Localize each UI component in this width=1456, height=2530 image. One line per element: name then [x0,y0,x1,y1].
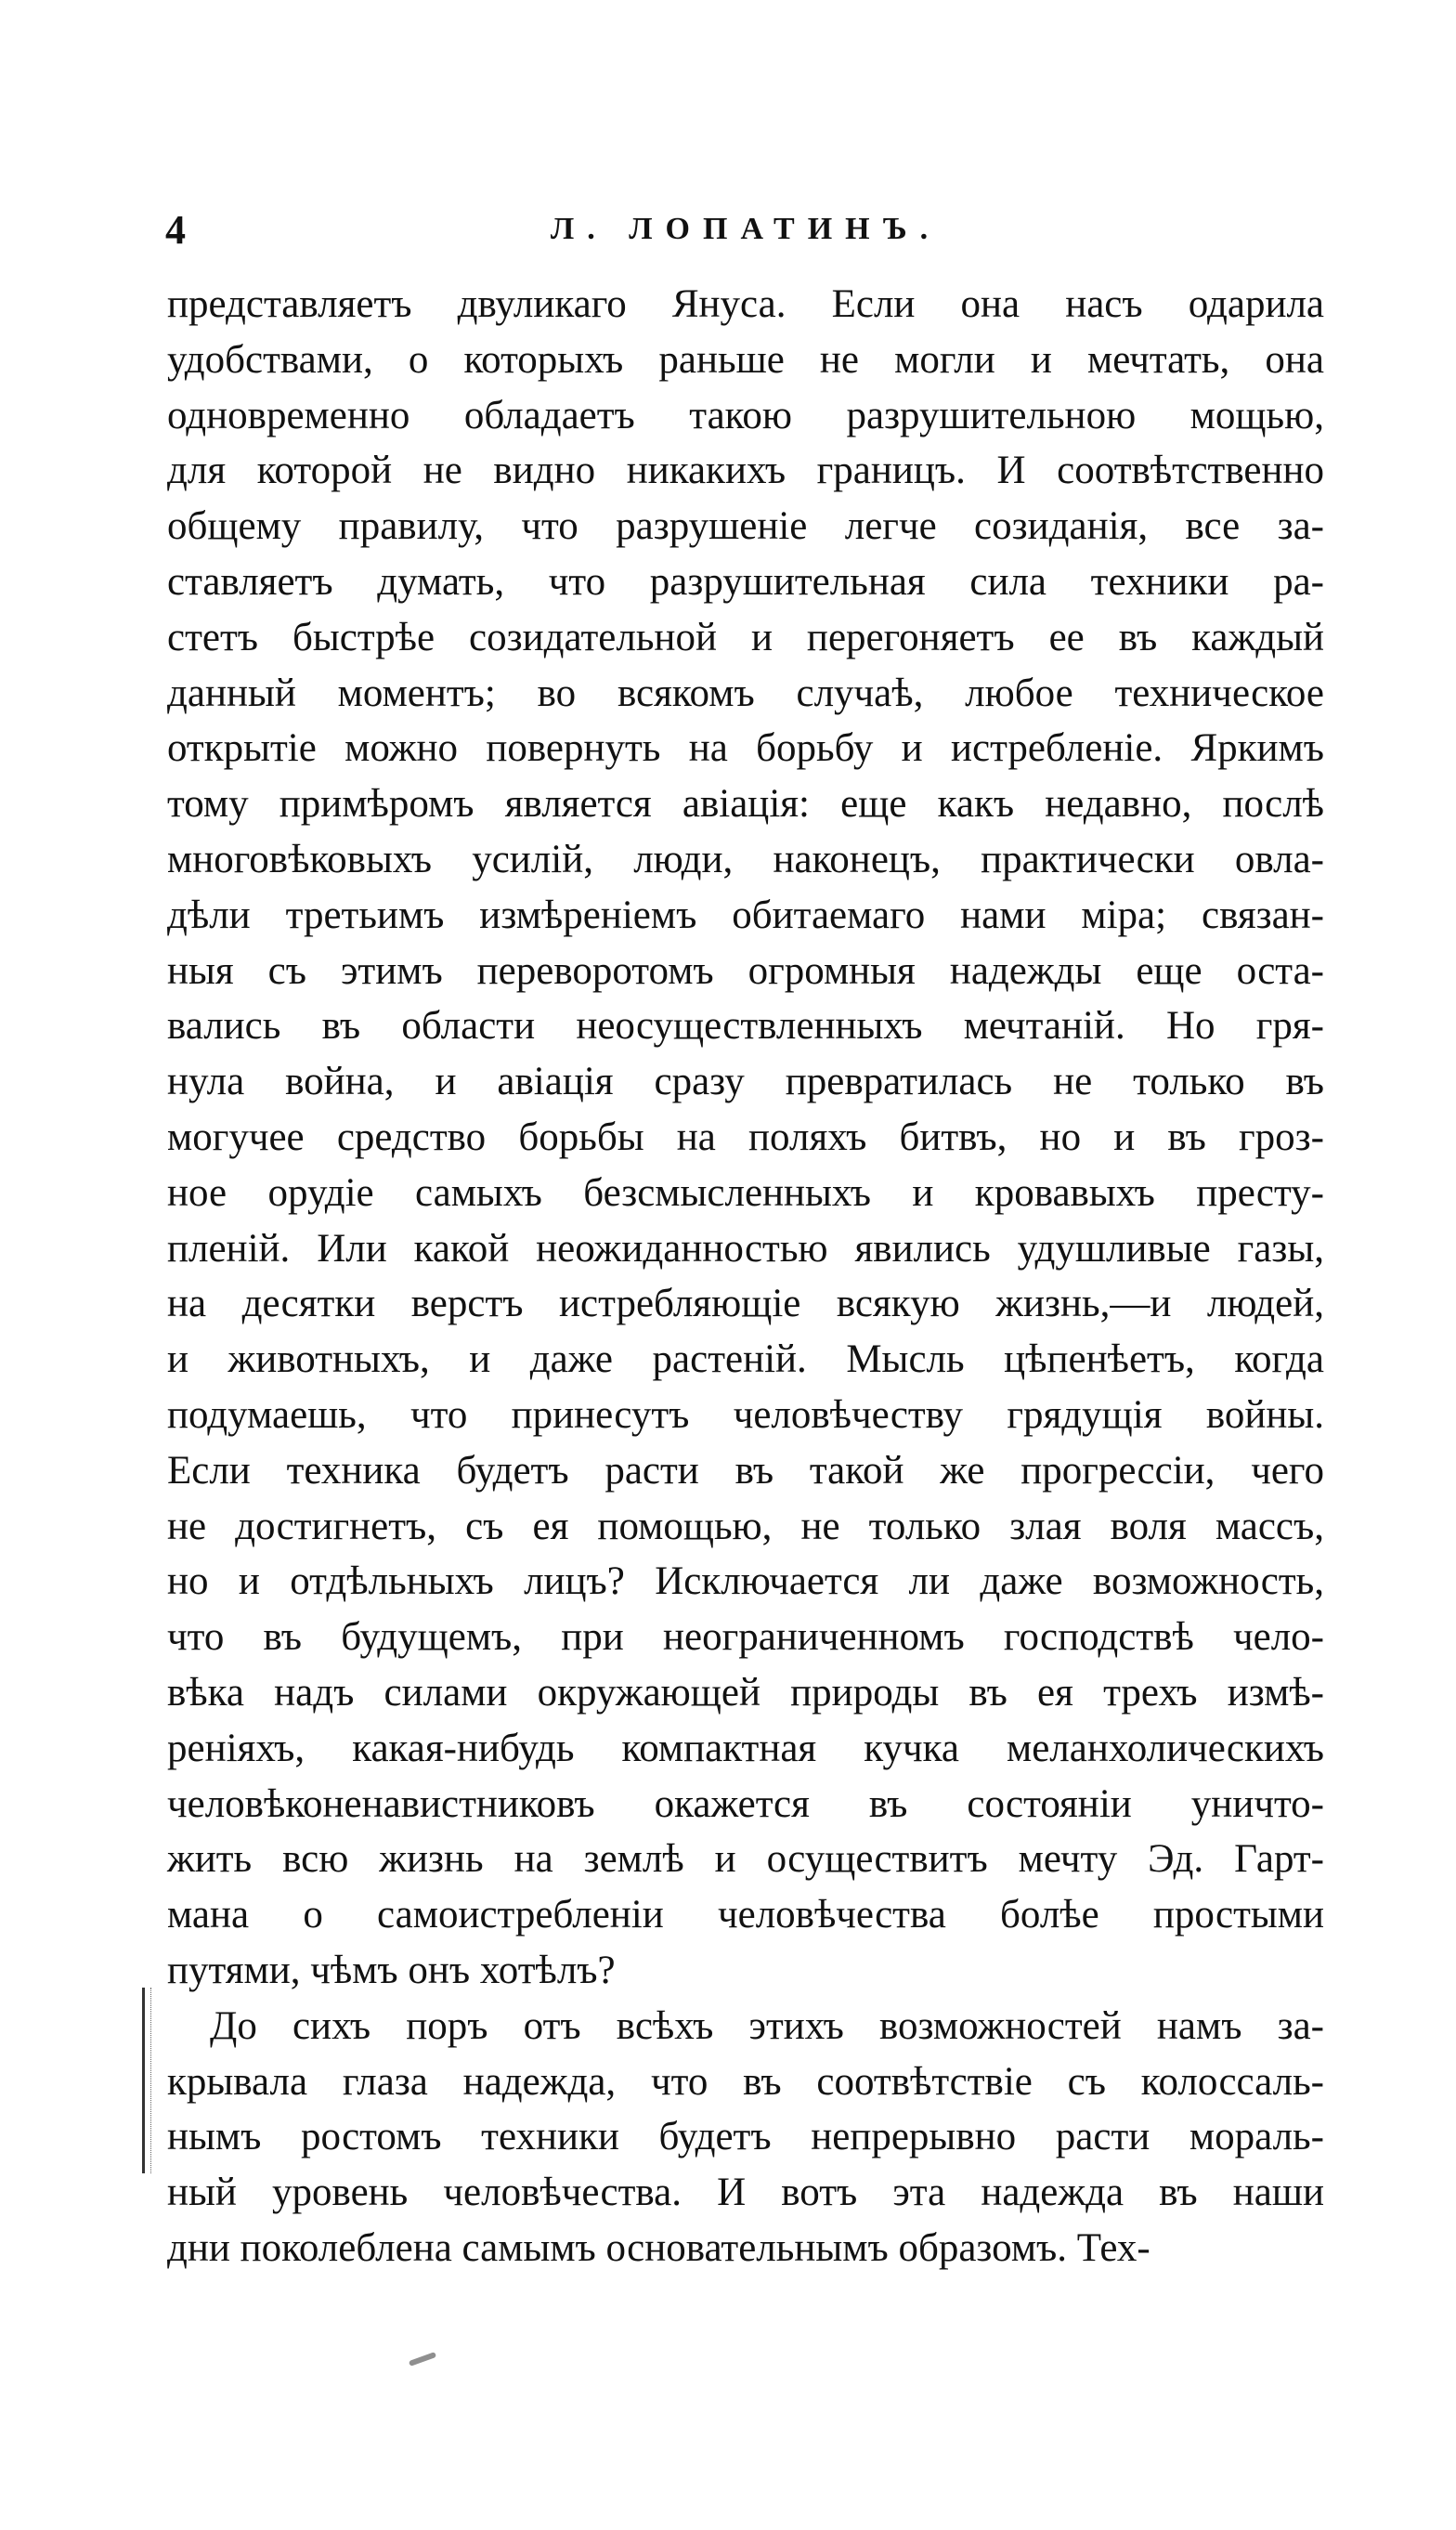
page-body [167,277,1324,2276]
text-line: человѣконенавистниковъ окажется въ состояніи уничто- [167,1781,1324,1826]
text-line: До сихъ поръ отъ всѣхъ этихъ возможностей намъ за- [210,2003,1324,2048]
text-line: представляетъ двуликаго Януса. Если она насъ одарила [167,282,1324,326]
text-line: не достигнетъ, съ ея помощью, не только злая воля массъ, [167,1504,1324,1548]
text-line: общему правилу, что разрушеніе легче созиданія, все за- [167,504,1324,549]
text-line: удобствами, о которыхъ раньше не могли и мечтать, она [167,337,1324,382]
text-line: нымъ ростомъ техники будетъ непрерывно расти мораль- [167,2115,1324,2159]
text-line: на десятки верстъ истребляющіе всякую жизнь,—и людей, [167,1282,1324,1326]
text-line: тому примѣромъ является авіація: еще какъ недавно, послѣ [167,782,1324,827]
text-line: и животныхъ, и даже растеній. Мысль цѣпенѣетъ, когда [167,1337,1324,1382]
page-header [165,206,1326,262]
text-line: могучее средство борьбы на поляхъ битвъ, но и въ гроз- [167,1115,1324,1159]
text-line: что въ будущемъ, при неограниченномъ господствѣ чело- [167,1615,1324,1660]
text-line: данный моментъ; во всякомъ случаѣ, любое техническое [167,671,1324,715]
text-line: многовѣковыхъ усилій, люди, наконецъ, практически овла- [167,837,1324,881]
text-line: открытіе можно повернуть на борьбу и истребленіе. Яркимъ [167,726,1324,771]
running-title: Л. ЛОПАТИНЪ. [550,212,942,246]
text-line: реніяхъ, какая-нибудь компактная кучка меланхолическихъ [167,1726,1324,1770]
text-line: стетъ быстрѣе созидательной и перегоняетъ ее въ каждый [167,615,1324,659]
paragraph [167,1999,1324,2276]
text-line: пленій. Или какой неожиданностью явились удушливые газы, [167,1226,1324,1271]
text-line: ставляетъ думать, что разрушительная сила техники ра- [167,559,1324,604]
text-line: вѣка надъ силами окружающей природы въ ея трехъ измѣ- [167,1670,1324,1715]
text-line: крывала глаза надежда, что въ соотвѣтствіе съ колоссаль- [167,2059,1324,2104]
text-line: жить всю жизнь на землѣ и осуществитъ мечту Эд. Гарт- [167,1837,1324,1882]
text-line: вались въ области неосуществленныхъ мечтаній. Но гря- [167,1004,1324,1049]
text-line: но и отдѣльныхъ лицъ? Исключается ли даже возможность, [167,1559,1324,1604]
text-line: ное орудіе самыхъ безсмысленныхъ и кровавыхъ престу- [167,1170,1324,1215]
text-line: одновременно обладаетъ такою разрушительною мощью, [167,393,1324,437]
text-line: дни поколеблена самымъ основательнымъ образомъ. Тех- [167,2225,1150,2270]
text-line: для которой не видно никакихъ границъ. И соотвѣтственно [167,449,1324,493]
text-line: ный уровень человѣчества. И вотъ эта надежда въ наши [167,2171,1324,2215]
text-line: ныя съ этимъ переворотомъ огромныя надежды еще оста- [167,948,1324,993]
text-line: подумаешь, что принесутъ человѣчеству грядущія войны. [167,1392,1324,1437]
page-number: 4 [165,207,186,253]
margin-pencil-mark [142,1988,151,2173]
text-line: путями, чѣмъ онъ хотѣлъ? [167,1948,616,1992]
text-line: мана о самоистребленіи человѣчества болѣе простыми [167,1893,1324,1937]
text-line: нула война, и авіація сразу превратилась не только въ [167,1060,1324,1104]
paragraph [167,277,1324,1999]
text-line: Если техника будетъ расти въ такой же прогрессіи, чего [167,1448,1324,1493]
text-line: дѣли третьимъ измѣреніемъ обитаемаго нами міра; связан- [167,893,1324,937]
ink-smudge [409,2352,436,2367]
